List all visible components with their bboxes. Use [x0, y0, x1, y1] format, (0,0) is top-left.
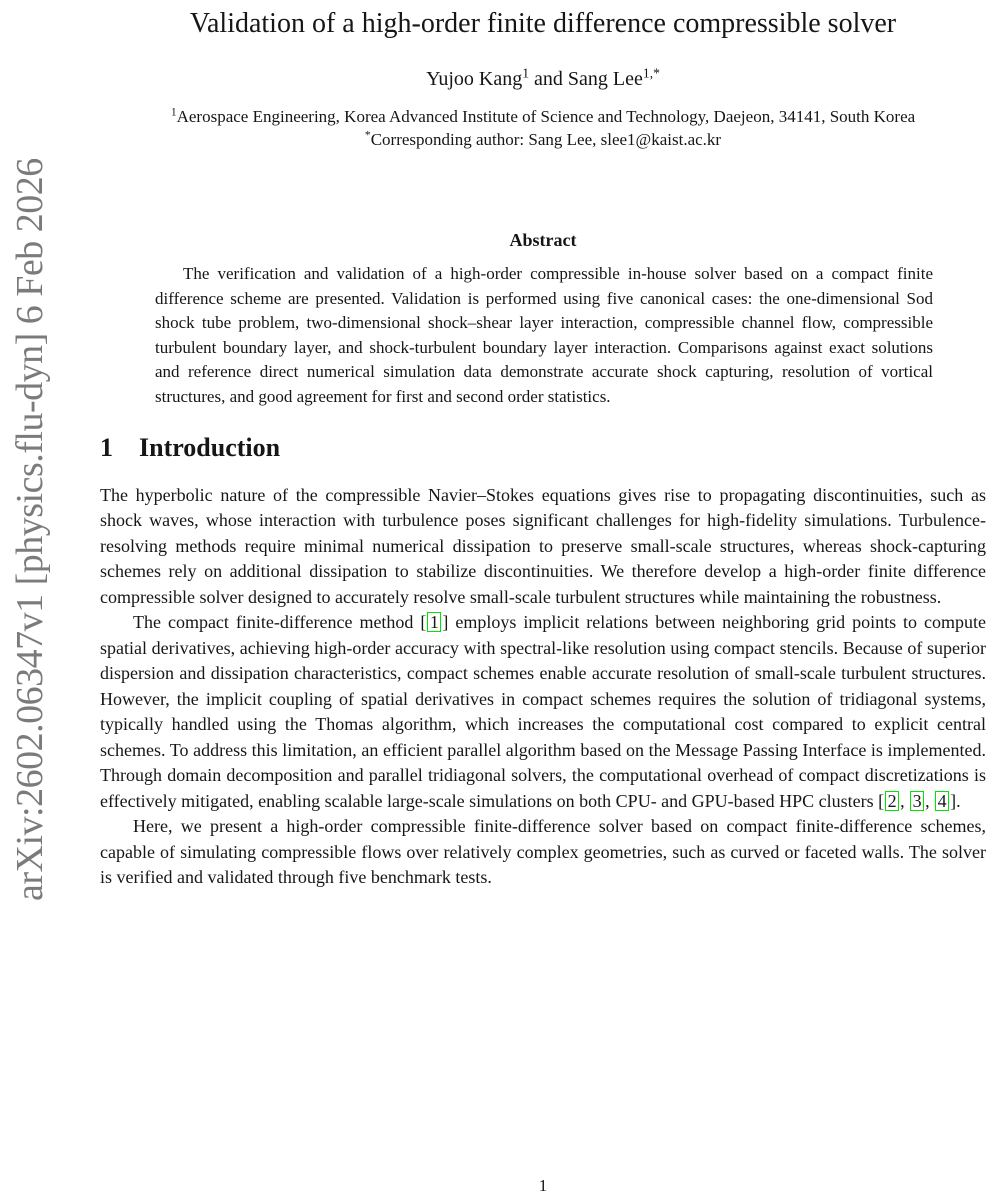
- paragraph-text: ].: [950, 790, 961, 811]
- affiliation-superscript: 1: [170, 105, 177, 119]
- corresponding-author-line: [100, 128, 986, 151]
- section-heading-introduction: [100, 432, 986, 464]
- affiliation-text: Aerospace Engineering, Korea Advanced Institute of Science and Technology, Daejeon, 34141, South Korea: [176, 107, 916, 126]
- paper-title: Validation of a high-order finite difference compressible solver: [189, 8, 897, 39]
- abstract-body: The verification and validation of a high-order compressible in-house solver based on a compact finite difference scheme are presented. Validation is performed using five canonical cases: the one-dimensional Sod shock tube problem, two-dimensional shock–shear layer interaction, compressible channel flow, compressible turbulent boundary layer, and shock-turbulent boundary layer interaction. Comparisons against exact solutions and reference direct numerical simulation data demonstrate accurate shock capturing, resolution of vortical structures, and good agreement for first and second order statistics.: [155, 264, 933, 406]
- paper-content: [100, 0, 986, 1195]
- citation-ref-2[interactable]: 2: [885, 791, 899, 811]
- author-2-name: Sang Lee: [567, 68, 643, 90]
- section-number: 1: [100, 432, 113, 462]
- intro-paragraph-1: The hyperbolic nature of the compressible Navier–Stokes equations gives rise to propagating discontinuities, such as shock waves, whose interaction with turbulence poses significant challenges for high-fidelity simulations. Turbulence-resolving methods require minimal numerical dissipation to preserve small-scale structures, whereas shock-capturing schemes rely on additional dissipation to stabilize discontinuities. We therefore develop a high-order finite difference compressible solver designed to accurately resolve small-scale turbulent structures while maintaining the robustness.: [100, 484, 986, 607]
- abstract-heading: Abstract: [509, 230, 577, 250]
- intro-paragraph-3: Here, we present a high-order compressible finite-difference solver based on compact finite-difference schemes, capable of simulating compressible flows over relatively complex geometries, such as curved or faceted walls. The solver is verified and validated through five benchmark tests.: [100, 816, 986, 888]
- authors-connector: and: [529, 68, 568, 90]
- author-2-superscript: 1,*: [642, 65, 660, 81]
- paragraph-text: ,: [925, 790, 935, 811]
- author-1-superscript: 1: [522, 65, 530, 81]
- affiliation-line: [100, 105, 986, 128]
- citation-ref-4[interactable]: 4: [935, 791, 949, 811]
- arxiv-watermark: arXiv:2602.06347v1 [physics.flu-dyn] 6 Feb 2026: [9, 158, 51, 902]
- citation-ref-3[interactable]: 3: [910, 791, 924, 811]
- author-1-name: Yujoo Kang: [426, 68, 523, 90]
- authors-line: [100, 66, 986, 92]
- citation-ref-1[interactable]: 1: [427, 612, 441, 632]
- section-title: Introduction: [139, 432, 281, 462]
- corresponding-superscript: *: [364, 128, 371, 142]
- paragraph-text: The compact finite-difference method [: [133, 612, 427, 633]
- paragraph-text: ,: [900, 790, 910, 811]
- intro-paragraph-2: [100, 610, 986, 814]
- paragraph-text: ] employs implicit relations between neighboring grid points to compute spatial derivatives, achieving high-order accuracy with spectral-like resolution using compact stencils. Because of superior dispersion and dissipation characteristics, compact schemes enable accurate resolution of small-scale turbulent structures. However, the implicit coupling of spatial derivatives in compact schemes requires the solution of tridiagonal systems, typically handled using the Thomas algorithm, which increases the computational cost compared to explicit central schemes. To address this limitation, an efficient parallel algorithm based on the Message Passing Interface is implemented. Through domain decomposition and parallel tridiagonal solvers, the computational overhead of compact discretizations is effectively mitigated, enabling scalable large-scale simulations on both CPU- and GPU-based HPC clusters [: [100, 612, 986, 811]
- page-number: 1: [538, 1176, 548, 1195]
- corresponding-text: Corresponding author: Sang Lee, slee1@kaist.ac.kr: [370, 130, 722, 149]
